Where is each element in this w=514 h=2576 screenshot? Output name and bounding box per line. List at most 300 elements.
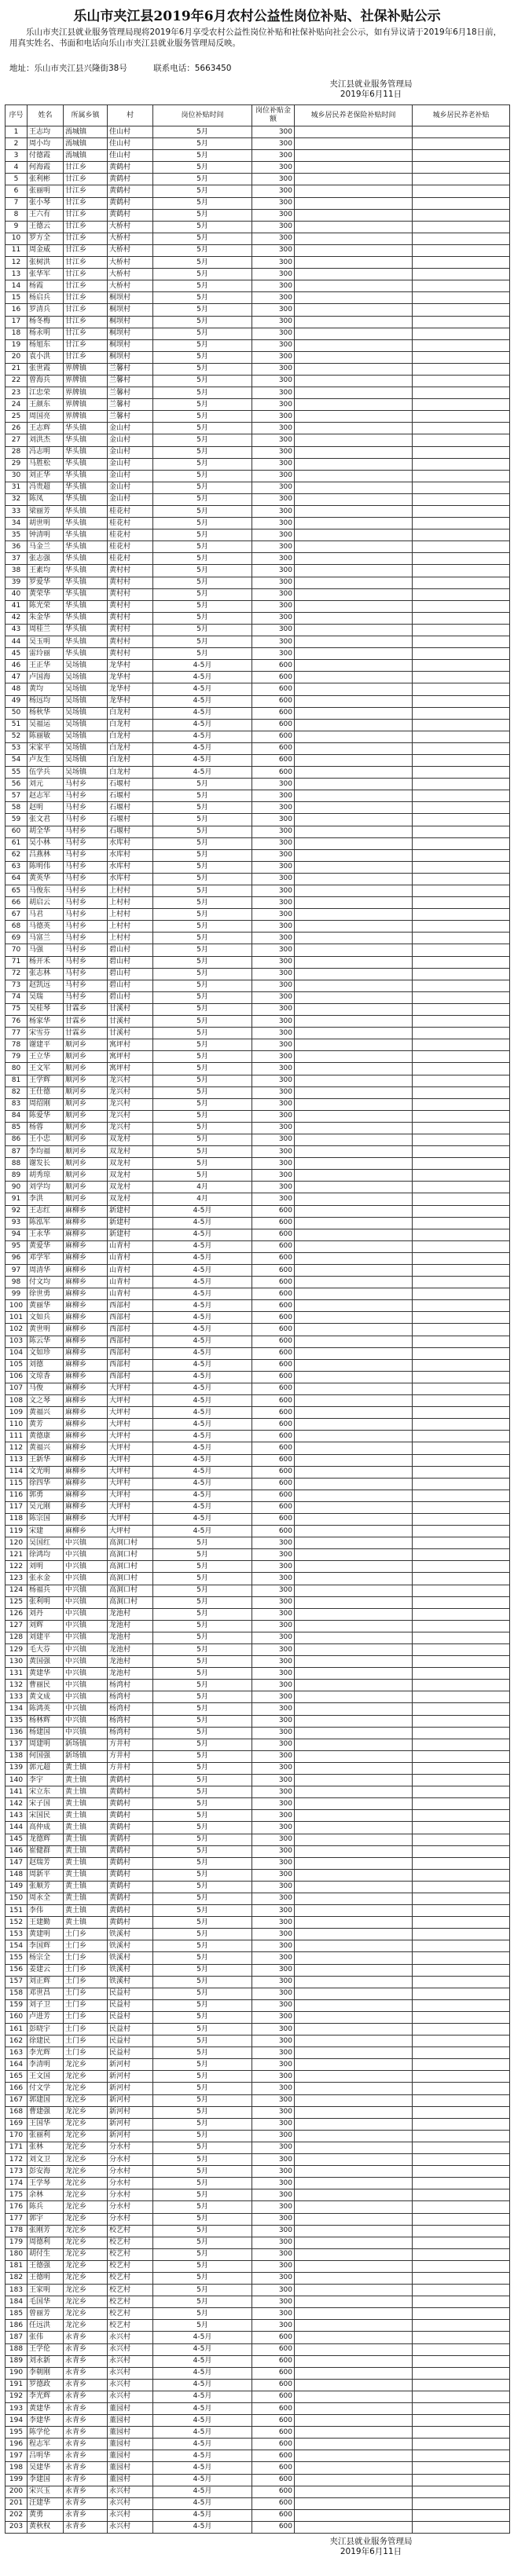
cell-index: 163 <box>6 2047 28 2059</box>
cell-name: 刘元 <box>28 779 64 790</box>
cell-town: 龙沱乡 <box>64 2213 108 2225</box>
cell-pension-period <box>295 2024 413 2036</box>
cell-pension-period <box>295 2154 413 2166</box>
cell-post-period: 5月 <box>153 1893 252 1904</box>
cell-post-amount: 300 <box>252 1146 295 1158</box>
cell-town: 土门乡 <box>64 2036 108 2047</box>
table-row <box>6 849 510 861</box>
cell-village: 黄村村 <box>108 612 153 624</box>
cell-town: 永青乡 <box>64 2403 108 2415</box>
table-row <box>6 2142 510 2153</box>
footer-org: 夹江县就业服务管理局 <box>329 2537 413 2547</box>
cell-name: 罗德政 <box>28 2379 64 2391</box>
cell-name: 杨启兵 <box>28 292 64 304</box>
cell-village: 新建村 <box>108 1229 153 1240</box>
cell-pension-period <box>295 162 413 174</box>
cell-index: 87 <box>6 1146 28 1158</box>
cell-name: 宋立东 <box>28 1786 64 1798</box>
cell-pension-amount <box>413 2391 510 2402</box>
cell-post-period: 5月 <box>153 2024 252 2036</box>
cell-pension-amount <box>413 1028 510 1039</box>
cell-index: 178 <box>6 2225 28 2237</box>
cell-pension-amount <box>413 1359 510 1371</box>
cell-index: 114 <box>6 1466 28 1478</box>
table-row <box>6 660 510 672</box>
cell-post-period: 5月 <box>153 648 252 660</box>
table-row <box>6 767 510 779</box>
cell-index: 123 <box>6 1573 28 1585</box>
cell-pension-amount <box>413 660 510 672</box>
cell-name: 曹丽民 <box>28 1680 64 1691</box>
cell-index: 50 <box>6 707 28 719</box>
cell-name: 吴元刚 <box>28 1501 64 1513</box>
cell-town: 华头镇 <box>64 434 108 446</box>
cell-pension-period <box>295 1549 413 1561</box>
cell-pension-amount <box>413 1383 510 1394</box>
cell-post-amount: 300 <box>252 1917 295 1929</box>
cell-index: 186 <box>6 2320 28 2332</box>
cell-post-period: 5月 <box>153 1881 252 1893</box>
cell-town: 马村乡 <box>64 968 108 980</box>
cell-town: 甘江乡 <box>64 174 108 185</box>
cell-pension-amount <box>413 861 510 873</box>
cell-pension-period <box>295 1395 413 1407</box>
cell-post-amount: 300 <box>252 2166 295 2178</box>
cell-index: 153 <box>6 1929 28 1940</box>
table-row <box>6 2083 510 2094</box>
cell-post-period: 5月 <box>153 944 252 956</box>
cell-post-amount: 600 <box>252 660 295 672</box>
cell-post-amount: 300 <box>252 185 295 197</box>
cell-index: 74 <box>6 991 28 1003</box>
cell-post-period: 5月 <box>153 921 252 933</box>
table-row <box>6 269 510 280</box>
table-row <box>6 1917 510 1929</box>
cell-pension-amount <box>413 1952 510 1964</box>
cell-name: 崔健群 <box>28 1845 64 1857</box>
cell-town: 马村乡 <box>64 837 108 849</box>
cell-village: 兰馨村 <box>108 387 153 399</box>
cell-town: 甘江乡 <box>64 351 108 363</box>
cell-post-amount: 300 <box>252 565 295 577</box>
cell-post-period: 5月 <box>153 1869 252 1881</box>
cell-village: 新河村 <box>108 2059 153 2071</box>
cell-pension-amount <box>413 933 510 944</box>
cell-name: 刘永新 <box>28 2355 64 2367</box>
cell-index: 196 <box>6 2439 28 2450</box>
cell-pension-period <box>295 1834 413 1845</box>
cell-post-period: 4-5月 <box>153 1312 252 1324</box>
cell-pension-amount <box>413 316 510 328</box>
cell-post-period: 5月 <box>153 328 252 339</box>
table-row <box>6 1549 510 1561</box>
cell-index: 134 <box>6 1703 28 1715</box>
cell-post-amount: 300 <box>252 1158 295 1170</box>
cell-post-period: 5月 <box>153 2237 252 2248</box>
cell-town: 中兴镇 <box>64 1596 108 1608</box>
cell-name: 刘丹 <box>28 1608 64 1620</box>
table-row <box>6 292 510 304</box>
table-row <box>6 257 510 269</box>
cell-name: 吴玉明 <box>28 636 64 648</box>
cell-name: 马德英 <box>28 921 64 933</box>
cell-town: 麻柳乡 <box>64 1395 108 1407</box>
cell-post-amount: 300 <box>252 1110 295 1122</box>
cell-pension-period <box>295 1501 413 1513</box>
cell-village: 大桥村 <box>108 221 153 233</box>
cell-pension-amount <box>413 1193 510 1205</box>
cell-name: 付德霞 <box>28 150 64 162</box>
cell-name: 李国辉 <box>28 1940 64 1952</box>
cell-post-period: 4-5月 <box>153 1336 252 1347</box>
cell-post-amount: 300 <box>252 446 295 458</box>
cell-name: 吴建华 <box>28 2462 64 2474</box>
cell-village: 碧山村 <box>108 944 153 956</box>
cell-name: 王家明 <box>28 2285 64 2296</box>
cell-post-period: 5月 <box>153 1940 252 1952</box>
footer-date: 2019年6月11日 <box>340 2547 402 2557</box>
cell-pension-period <box>295 1668 413 1680</box>
cell-post-period: 5月 <box>153 1739 252 1750</box>
cell-name: 周金威 <box>28 244 64 256</box>
cell-post-amount: 300 <box>252 1134 295 1145</box>
cell-pension-amount <box>413 2047 510 2059</box>
cell-village: 方井村 <box>108 1739 153 1750</box>
cell-pension-amount <box>413 648 510 660</box>
cell-name: 王文国 <box>28 2071 64 2083</box>
cell-pension-amount <box>413 944 510 956</box>
cell-pension-amount <box>413 1750 510 1762</box>
cell-town: 土门乡 <box>64 2047 108 2059</box>
cell-village: 高洞口村 <box>108 1537 153 1549</box>
cell-pension-period <box>295 1193 413 1205</box>
cell-index: 36 <box>6 541 28 553</box>
cell-pension-amount <box>413 434 510 446</box>
cell-index: 133 <box>6 1691 28 1703</box>
cell-post-period: 5月 <box>153 2071 252 2083</box>
cell-pension-amount <box>413 2320 510 2332</box>
cell-pension-amount <box>413 624 510 636</box>
table-row <box>6 2403 510 2415</box>
cell-village: 黄鹤村 <box>108 209 153 221</box>
cell-town: 麻柳乡 <box>64 1277 108 1288</box>
cell-town: 麻柳乡 <box>64 1229 108 1240</box>
cell-pension-amount <box>413 328 510 339</box>
cell-index: 146 <box>6 1845 28 1857</box>
cell-pension-period <box>295 2343 413 2355</box>
cell-town: 吴场镇 <box>64 754 108 766</box>
cell-post-period: 4-5月 <box>153 2367 252 2379</box>
cell-index: 7 <box>6 197 28 209</box>
cell-pension-period <box>295 2118 413 2130</box>
cell-town: 中兴镇 <box>64 1561 108 1573</box>
cell-town: 龙沱乡 <box>64 2071 108 2083</box>
cell-village: 新建村 <box>108 1205 153 1217</box>
cell-village: 分水村 <box>108 2154 153 2166</box>
cell-village: 大坪村 <box>108 1454 153 1466</box>
cell-pension-amount <box>413 2011 510 2023</box>
cell-name: 王德强 <box>28 2260 64 2272</box>
cell-post-amount: 300 <box>252 162 295 174</box>
cell-pension-period <box>295 897 413 909</box>
cell-pension-period <box>295 779 413 790</box>
cell-post-period: 4-5月 <box>153 2509 252 2521</box>
cell-post-amount: 300 <box>252 2011 295 2023</box>
cell-town: 华头镇 <box>64 577 108 588</box>
cell-pension-amount <box>413 2036 510 2047</box>
cell-name: 王学辉 <box>28 1075 64 1086</box>
cell-town: 马村乡 <box>64 980 108 991</box>
cell-village: 董园村 <box>108 2450 153 2462</box>
signature-block <box>300 79 442 100</box>
cell-post-amount: 300 <box>252 909 295 921</box>
cell-pension-period <box>295 1691 413 1703</box>
cell-name: 徐鸿均 <box>28 1549 64 1561</box>
table-row <box>6 2011 510 2023</box>
cell-index: 182 <box>6 2272 28 2284</box>
cell-village: 分水村 <box>108 2213 153 2225</box>
cell-pension-amount <box>413 174 510 185</box>
cell-post-period: 4-5月 <box>153 731 252 742</box>
cell-post-amount: 300 <box>252 2260 295 2272</box>
cell-index: 79 <box>6 1051 28 1063</box>
cell-village: 龙兴村 <box>108 1086 153 1098</box>
cell-pension-period <box>295 446 413 458</box>
cell-pension-amount <box>413 493 510 505</box>
cell-village: 双龙村 <box>108 1193 153 1205</box>
cell-index: 181 <box>6 2260 28 2272</box>
cell-pension-period <box>295 1585 413 1596</box>
cell-name: 张志林 <box>28 968 64 980</box>
cell-pension-period <box>295 742 413 754</box>
cell-town: 华头镇 <box>64 541 108 553</box>
cell-town: 吴场镇 <box>64 695 108 707</box>
cell-name: 袁小洪 <box>28 351 64 363</box>
cell-post-amount: 300 <box>252 1075 295 1086</box>
cell-pension-period <box>295 280 413 292</box>
cell-town: 龙沱乡 <box>64 2296 108 2308</box>
cell-name: 陈爱华 <box>28 1110 64 1122</box>
cell-post-amount: 300 <box>252 434 295 446</box>
cell-pension-amount <box>413 339 510 351</box>
cell-village: 大坪村 <box>108 1395 153 1407</box>
cell-town: 华头镇 <box>64 588 108 600</box>
cell-town: 龙沱乡 <box>64 2201 108 2213</box>
cell-village: 大桥村 <box>108 269 153 280</box>
cell-post-period: 5月 <box>153 885 252 897</box>
cell-post-period: 5月 <box>153 1110 252 1122</box>
cell-pension-period <box>295 660 413 672</box>
table-row <box>6 1834 510 1845</box>
cell-pension-period <box>295 244 413 256</box>
cell-pension-amount <box>413 2308 510 2320</box>
cell-pension-amount <box>413 1501 510 1513</box>
cell-name: 吕燕林 <box>28 849 64 861</box>
cell-name: 钟清明 <box>28 529 64 541</box>
cell-index: 68 <box>6 921 28 933</box>
table-row <box>6 1999 510 2011</box>
cell-village: 分水村 <box>108 2178 153 2189</box>
cell-post-amount: 300 <box>252 221 295 233</box>
cell-town: 黄土镇 <box>64 1822 108 1834</box>
cell-post-period: 5月 <box>153 2308 252 2320</box>
cell-town: 麻柳乡 <box>64 1419 108 1431</box>
cell-name: 周小均 <box>28 138 64 150</box>
cell-post-amount: 300 <box>252 826 295 837</box>
cell-town: 永青乡 <box>64 2332 108 2343</box>
cell-town: 界牌镇 <box>64 375 108 387</box>
cell-post-amount: 300 <box>252 1003 295 1015</box>
cell-pension-amount <box>413 2367 510 2379</box>
cell-pension-amount <box>413 1905 510 1917</box>
cell-name: 黄秋权 <box>28 2521 64 2533</box>
cell-post-amount: 600 <box>252 742 295 754</box>
cell-post-period: 5月 <box>153 1122 252 1134</box>
cell-pension-amount <box>413 1988 510 1999</box>
cell-post-period: 5月 <box>153 162 252 174</box>
cell-post-period: 5月 <box>153 2296 252 2308</box>
cell-pension-amount <box>413 577 510 588</box>
cell-name: 杨开禾 <box>28 956 64 968</box>
cell-pension-period <box>295 1170 413 1182</box>
cell-index: 140 <box>6 1775 28 1786</box>
cell-post-amount: 300 <box>252 1822 295 1834</box>
cell-name: 宋建 <box>28 1526 64 1537</box>
cell-post-period: 5月 <box>153 174 252 185</box>
cell-pension-period <box>295 2427 413 2439</box>
cell-pension-amount <box>413 1240 510 1252</box>
cell-post-amount: 300 <box>252 1063 295 1075</box>
cell-village: 白龙村 <box>108 719 153 731</box>
cell-pension-amount <box>413 2509 510 2521</box>
table-row <box>6 1786 510 1798</box>
cell-post-period: 5月 <box>153 541 252 553</box>
cell-village: 新河村 <box>108 2094 153 2106</box>
table-row <box>6 1016 510 1028</box>
cell-name: 雷玲丽 <box>28 648 64 660</box>
cell-pension-period <box>295 174 413 185</box>
cell-index: 83 <box>6 1098 28 1110</box>
cell-village: 大坪村 <box>108 1383 153 1394</box>
cell-post-period: 4-5月 <box>153 1431 252 1442</box>
cell-name: 王学伦 <box>28 2343 64 2355</box>
cell-post-amount: 300 <box>252 529 295 541</box>
cell-name: 张华军 <box>28 269 64 280</box>
cell-post-amount: 300 <box>252 1596 295 1608</box>
cell-village: 校艺村 <box>108 2296 153 2308</box>
cell-index: 71 <box>6 956 28 968</box>
table-row <box>6 2296 510 2308</box>
cell-name: 杨永明 <box>28 328 64 339</box>
cell-post-period: 5月 <box>153 304 252 316</box>
cell-pension-period <box>295 529 413 541</box>
table-row <box>6 1277 510 1288</box>
cell-post-amount: 600 <box>252 754 295 766</box>
cell-name: 陈明伟 <box>28 861 64 873</box>
cell-pension-period <box>295 2332 413 2343</box>
cell-village: 桂花村 <box>108 518 153 529</box>
cell-post-period: 4-5月 <box>153 695 252 707</box>
table-row <box>6 2343 510 2355</box>
table-row <box>6 1110 510 1122</box>
cell-post-period: 5月 <box>153 1976 252 1988</box>
table-row <box>6 1585 510 1596</box>
cell-index: 172 <box>6 2154 28 2166</box>
cell-village: 铁溪村 <box>108 1964 153 1976</box>
cell-village: 龙兴村 <box>108 1122 153 1134</box>
table-row <box>6 672 510 683</box>
table-row <box>6 1158 510 1170</box>
cell-village: 永兴村 <box>108 2355 153 2367</box>
cell-town: 漹城镇 <box>64 150 108 162</box>
cell-post-period: 5月 <box>153 2059 252 2071</box>
cell-town: 马村乡 <box>64 956 108 968</box>
cell-pension-amount <box>413 1620 510 1632</box>
table-row <box>6 328 510 339</box>
cell-pension-period <box>295 1442 413 1454</box>
cell-village: 黄鹤村 <box>108 1917 153 1929</box>
cell-name: 王素均 <box>28 565 64 577</box>
cell-index: 194 <box>6 2415 28 2427</box>
cell-post-period: 5月 <box>153 2011 252 2023</box>
cell-pension-amount <box>413 1086 510 1098</box>
cell-village: 黄鹤村 <box>108 185 153 197</box>
cell-index: 162 <box>6 2036 28 2047</box>
cell-index: 124 <box>6 1585 28 1596</box>
cell-pension-period <box>295 1750 413 1762</box>
cell-post-amount: 600 <box>252 1217 295 1229</box>
cell-index: 138 <box>6 1750 28 1762</box>
cell-index: 29 <box>6 458 28 470</box>
cell-name: 张刚芳 <box>28 2225 64 2237</box>
cell-index: 3 <box>6 150 28 162</box>
cell-town: 甘江乡 <box>64 233 108 244</box>
cell-post-period: 5月 <box>153 1003 252 1015</box>
cell-pension-period <box>295 1739 413 1750</box>
cell-post-period: 4-5月 <box>153 1265 252 1277</box>
cell-town: 顺河乡 <box>64 1146 108 1158</box>
cell-post-amount: 300 <box>252 482 295 493</box>
cell-post-period: 5月 <box>153 1762 252 1774</box>
cell-post-period: 5月 <box>153 1170 252 1182</box>
table-row <box>6 1478 510 1490</box>
table-row <box>6 1182 510 1193</box>
cell-post-period: 5月 <box>153 1727 252 1739</box>
cell-index: 47 <box>6 672 28 683</box>
cell-town: 漹城镇 <box>64 126 108 138</box>
cell-index: 84 <box>6 1110 28 1122</box>
cell-index: 112 <box>6 1442 28 1454</box>
cell-village: 分水村 <box>108 2142 153 2153</box>
cell-pension-amount <box>413 553 510 565</box>
table-row <box>6 1217 510 1229</box>
cell-post-period: 5月 <box>153 399 252 411</box>
cell-pension-amount <box>413 683 510 695</box>
cell-village: 甘溪村 <box>108 1028 153 1039</box>
cell-name: 黄建明 <box>28 1929 64 1940</box>
table-row <box>6 980 510 991</box>
cell-name: 马金兰 <box>28 541 64 553</box>
cell-pension-amount <box>413 1656 510 1668</box>
cell-town: 黄土镇 <box>64 1917 108 1929</box>
cell-pension-amount <box>413 2474 510 2486</box>
cell-index: 193 <box>6 2403 28 2415</box>
cell-index: 78 <box>6 1039 28 1051</box>
header-index: 序号 <box>6 105 28 126</box>
cell-name: 徐世勇 <box>28 1288 64 1300</box>
cell-post-amount: 300 <box>252 861 295 873</box>
cell-post-period: 5月 <box>153 363 252 375</box>
